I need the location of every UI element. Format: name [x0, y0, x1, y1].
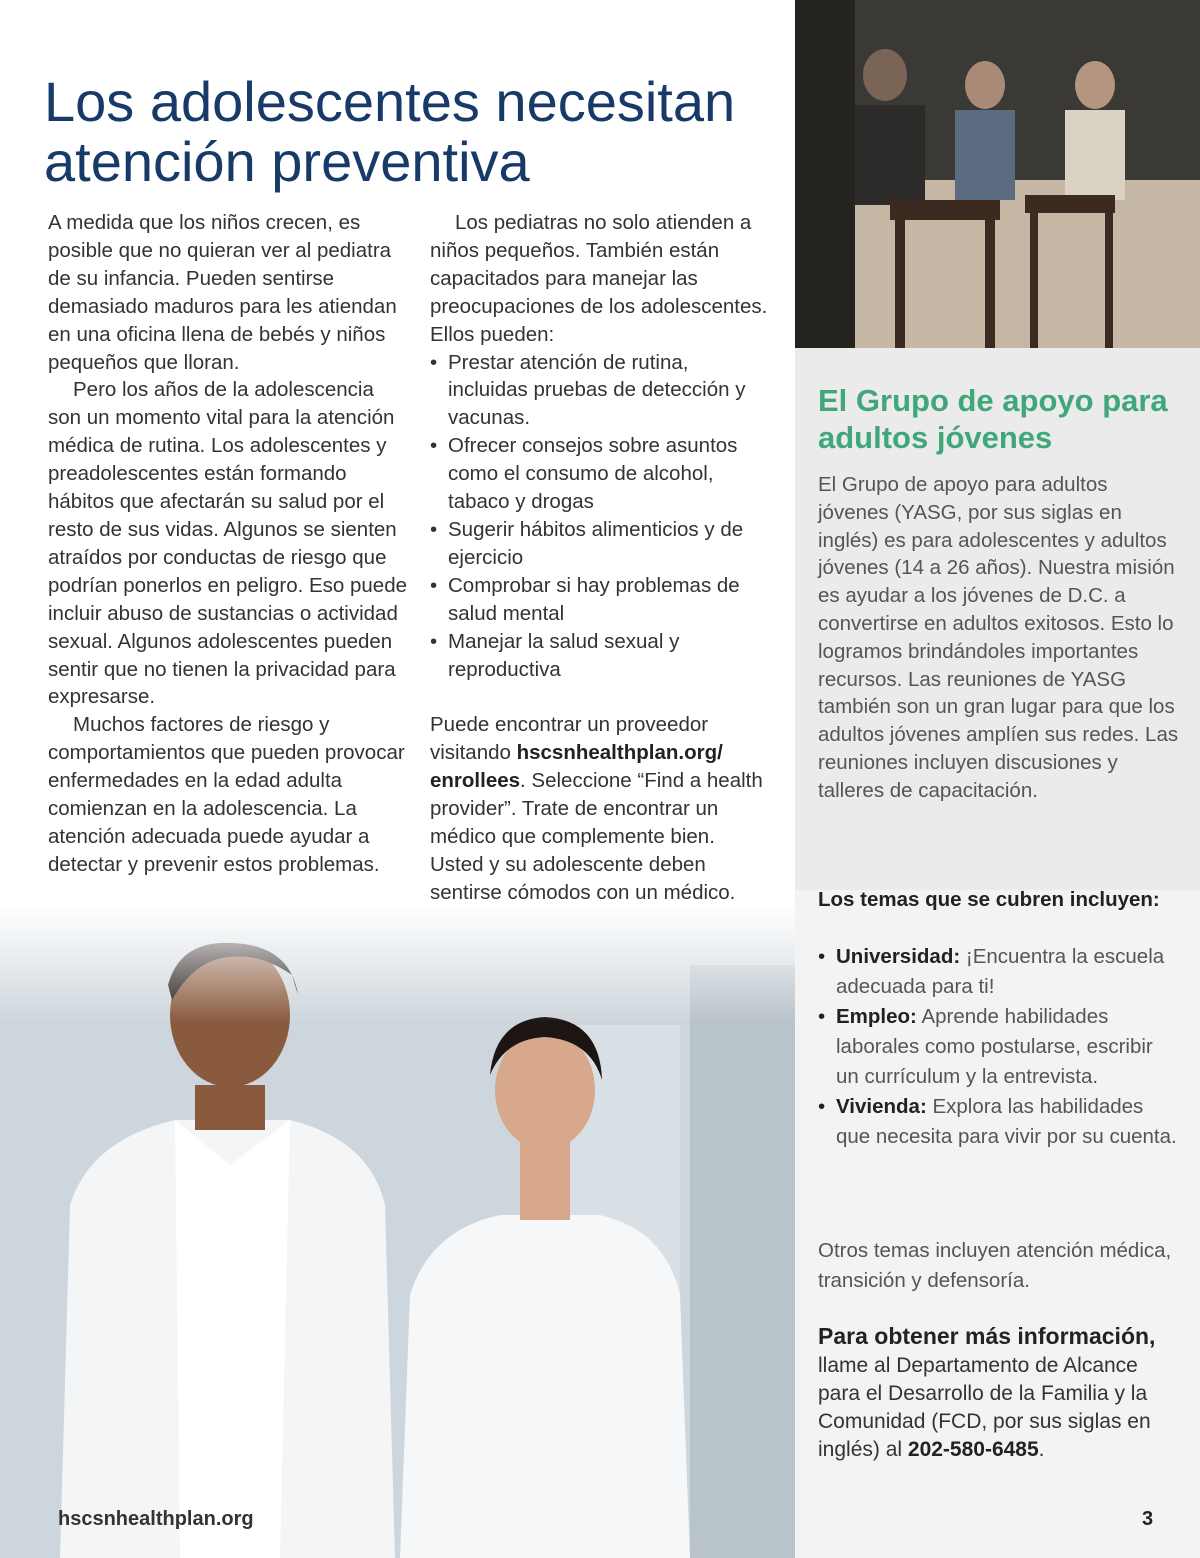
article-column-2 — [430, 209, 770, 990]
pediatrician-services-list — [430, 349, 770, 684]
paragraph: A medida que los niños crecen, es posible que no quieran ver al pediatra de su infancia. Pueden sentirse demasiado maduros para les atiendan en una oficina llena de bebés y niños pequeños que lloran. — [48, 211, 397, 374]
other-topics: Otros temas incluyen atención médica, transición y defensoría. — [818, 1239, 1172, 1292]
topic-label: Universidad: — [836, 945, 961, 968]
article-column-1 — [48, 209, 410, 879]
topic-text: ¡Encuentra la escuela adecuada para ti! — [836, 945, 1165, 998]
list-item: • Comprobar si hay problemas de salud mental — [430, 572, 770, 628]
phone-number[interactable]: 202-580-6485 — [907, 1438, 1039, 1461]
provider-link[interactable]: hscsnhealthplan.org/ enrollees — [430, 741, 723, 793]
list-item: • Manejar la salud sexual y reproductiva — [430, 628, 770, 684]
paragraph: Muchos factores de riesgo y comportamientos que pueden provocar enfermedades en la edad adulta comienzan en la adolescencia. La atención adecuada puede ayudar a detectar y prevenir estos problemas. — [48, 713, 405, 876]
list-item — [818, 942, 1178, 1002]
topic-text: Aprende habilidades laborales como postularse, escribir un currículum y la entrevista. — [836, 1005, 1153, 1088]
doctors-photo — [0, 905, 795, 1558]
page-number: 3 — [1142, 1508, 1154, 1530]
topics-heading: Los temas que se cubren incluyen: — [818, 888, 1160, 911]
provider-text: . Seleccione “Find a health provider”. Trate de encontrar un médico que complemente bien. Usted y su adolescente deben sentirse cómodos con un médico. — [430, 769, 763, 904]
list-item: • Sugerir hábitos alimenticios y de ejercicio — [430, 516, 770, 572]
list-item — [818, 1002, 1178, 1092]
paragraph: Pero los años de la adolescencia son un momento vital para la atención médica de rutina. Los adolescentes y preadolescentes están formando hábitos que afectarán su salud por el resto de sus vidas. Algunos se sienten atraídos por conductas de riesgo que podrían ponerlos en peligro. Eso puede incluir abuso de sustancias o actividad sexual. Algunos adolescentes pueden sentir que no tienen la privacidad para expresarse. — [48, 378, 408, 709]
list-item: • Prestar atención de rutina, incluidas pruebas de detección y vacunas. — [430, 349, 770, 433]
sidebar-title: El Grupo de apoyo para adultos jóvenes — [818, 383, 1168, 455]
more-info-lead: Para obtener más información, — [818, 1323, 1156, 1349]
topic-text: Explora las habilidades que necesita para vivir por su cuenta. — [836, 1095, 1177, 1148]
topic-label: Vivienda: — [836, 1095, 927, 1118]
support-group-photo — [795, 0, 1200, 348]
list-item — [818, 1092, 1178, 1152]
provider-text: Puede encontrar un proveedor visitando — [430, 713, 709, 765]
page-title: Los adolescentes necesitan atención preventiva — [44, 70, 736, 193]
more-info-text: llame al Departamento de Alcance para el Desarrollo de la Familia y la Comunidad (FCD, por sus siglas en inglés) al — [818, 1354, 1151, 1461]
more-info-end: . — [1038, 1438, 1045, 1461]
topics-list — [818, 942, 1178, 1152]
sidebar-body: El Grupo de apoyo para adultos jóvenes (YASG, por sus siglas en inglés) es para adolescentes y adultos jóvenes (14 a 26 años). Nuestra misión es ayudar a los jóvenes de D.C. a convertirse en adultos exitosos. Esto lo logramos brindándoles importantes recursos. Las reuniones de YASG también son un gran lugar para que los adultos jóvenes amplíen sus redes. Las reuniones incluyen discusiones y talleres de capacitación. — [818, 473, 1179, 802]
more-info — [818, 1322, 1178, 1464]
paragraph: Los pediatras no solo atienden a niños pequeños. También están capacitados para manejar las preocupaciones de los adolescentes. Ellos pueden: — [430, 211, 768, 346]
list-item: • Ofrecer consejos sobre asuntos como el consumo de alcohol, tabaco y drogas — [430, 432, 770, 516]
footer-url[interactable]: hscsnhealthplan.org — [58, 1508, 254, 1530]
topic-label: Empleo: — [836, 1005, 917, 1028]
